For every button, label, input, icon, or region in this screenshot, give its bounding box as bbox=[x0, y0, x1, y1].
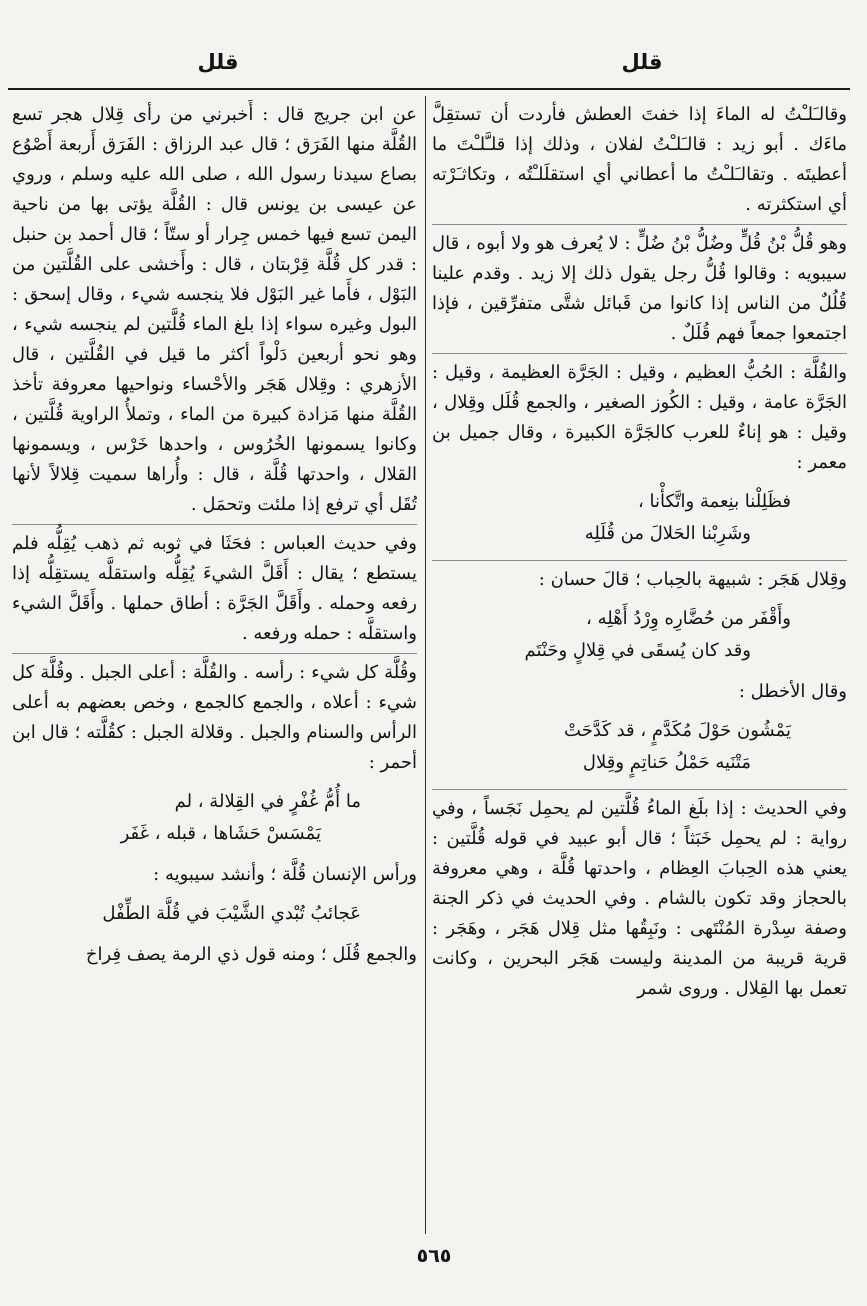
header-rule bbox=[8, 88, 850, 90]
page-number: ٥٦٥ bbox=[416, 1245, 452, 1267]
paragraph: والقُلَّة : الحُبُّ العظيم ، وقيل : الجَرَّة العظيمة ، وقيل : الجَرَّة عامة ، وقيل : الكُوز الصغير ، والجمع قُلَل وقِلال ، وقيل : هو إناءٌ للعرب كالجَرَّة الكبيرة ، وقال جميل بن معمر : bbox=[432, 353, 847, 478]
paragraph: وقالـَلـْتُ له الماءَ إذا خفتَ العطش فأردت أن تستقِلَّ ماءَك . أبو زيد : قالـَلـْتُ لفلان ، وذلك إذا قلـَّلـْتَ ما أعطيتَه . وتقالـَلـْتُ ما أعطاني أي استقلَلـْتُه ، وتكاثـَرْته أي استكثرته . bbox=[432, 104, 847, 215]
verse-line: مَتْنَيه حَمْلُ حَناتِمٍ وقِلال bbox=[582, 752, 751, 773]
verse-line: وقد كان يُسقَى في قِلالٍ وحَنْتَم bbox=[524, 640, 751, 661]
verse-block bbox=[432, 603, 847, 667]
verse-line: عَجائبُ تُبْدي الشَّيْبَ في قُلَّة الطِّفْل bbox=[102, 903, 361, 924]
right-column bbox=[432, 100, 847, 1230]
paragraph: عن ابن جريج قال : أَخبرني من رأى قِلال هجر تسع القُلَّة منها الفَرَق ؛ قال عبد الرزاق : الفَرَق أَربعة أَصْوُع بصاع سيدنا رسول الله ، صلى الله عليه وسلم ، وروي عن عيسى بن يونس قال : القُلَّة يؤتى بها من ناحية اليمن تسع فيها خمس جِرار أو ستّاً ؛ قال أحمد بن حنبل : قدر كل قُلَّة قِرْبتان ، قال : وأَخشى على القُلَّتين من البَوْل ، فأَما غير البَوْل فلا ينجسه شيء ، وقال إسحق : البول وغيره سواء إذا بلغ الماء قُلَّتين لم ينجسه شيء ، وهو نحو أربعين دَلْواً أكثر ما قيل في القُلَّتين ، قال الأزهري : وقِلال هَجَر والأحْساء ونواحيها معروفة تأخذ القُلَّة منها مَزادة كبيرة من الماء ، وتملأُ الراوية قُلَّتين ، وكانوا يسمونها الخُرُوس ، واحدها خَرْس ، ويسمونها القلال ، واحدتها قُلَّة ، قال : وأُراها سميت قِلالاً لأنها تُقَل أي ترفع إذا ملئت وتحمَل . bbox=[12, 104, 417, 515]
paragraph: وقال الأخطل : bbox=[738, 681, 847, 702]
verse-line: يَمْشُون حَوْلَ مُكَدَّمٍ ، قد كَدَّحَتْ bbox=[564, 720, 791, 741]
paragraph: وقِلال هَجَر : شبيهة بالحِباب ؛ قالَ حسان : bbox=[432, 560, 847, 595]
verse-block bbox=[432, 715, 847, 779]
verse-line: وأَقْفَر من حُضَّارِه وِرْدُ أَهْلِه ، bbox=[586, 608, 791, 629]
paragraph: وقُلَّة كل شيء : رأسه . والقُلَّة : أعلى الجبل . وقُلَّة كل شيء : أعلاه ، والجمع كالجمع ، وخص بعضهم به أعلى الرأس والسنام والجبل . وقلالة الجبل : كقُلَّته ؛ قال ابن أحمر : bbox=[12, 653, 417, 778]
verse-block bbox=[12, 898, 417, 930]
running-header-right: قلل bbox=[621, 50, 663, 74]
left-column bbox=[12, 100, 417, 1230]
running-header-left: قلل bbox=[197, 50, 239, 74]
verse-block bbox=[432, 486, 847, 550]
paragraph: ورأس الإنسان قُلَّة ؛ وأنشد سيبويه : bbox=[153, 864, 417, 885]
verse-line: فظَلِلْنا بنِعمة واتَّكأْنا ، bbox=[638, 491, 791, 512]
verse-block bbox=[12, 786, 417, 850]
verse-line: يَمْسَسْ حَشَاها ، قبله ، غَفَر bbox=[120, 823, 321, 844]
paragraph: وفي الحديث : إذا بلَغ الماءُ قُلَّتين لم يحمِل نَجَساً ، وفي رواية : لم يحمِل خَبَثاً ؛ قال أبو عبيد في قوله قُلَّتين : يعني هذه الحِبابَ العِظام ، واحدتها قُلَّة ، وهي معروفة بالحجاز وقد تكون بالشام . وفي الحديث في ذكر الجنة وصفة سِدْرة المُنْتَهى : ونَبِقُها مثل قِلال هَجَر ، وهَجَر : قرية قريبة من المدينة وليست هَجَر البحرين ، وكانت تعمل بها القِلال . وروى شمر bbox=[432, 789, 847, 1004]
paragraph: وفي حديث العباس : فحَثَا في ثوبه ثم ذهب يُقِلُّه فلم يستطع ؛ يقال : أَقَلَّ الشيءَ يُقِلُّه واستقلَّه يستقِلُّه إذا رفعه وحمله . وأَقَلَّ الجَرَّة : أطاق حملها . وأَقَلَّ الشيء واستقلَّه : حمله ورفعه . bbox=[12, 524, 417, 649]
column-divider bbox=[425, 96, 426, 1234]
verse-line: وشَرِبْنا الحَلالَ من قُلَلِه bbox=[584, 523, 751, 544]
paragraph: والجمع قُلَل ؛ ومنه قول ذي الرمة يصف فِراخ bbox=[85, 944, 417, 965]
paragraph: وهو قُلُّ بْنُ قُلٍّ وضُلُّ بْنُ ضُلٍّ : لا يُعرف هو ولا أبوه ، قال سيبويه : وقالوا قُلُّ رجل يقول ذلك إلا زيد . وقدم علينا قُلُلٌ من الناس إذا كانوا من قَبائل شتَّى متفرِّقين ، فإذا اجتمعوا جمعاً فهم قُلَلٌ . bbox=[432, 224, 847, 349]
verse-line: ما أُمُّ غُفْرٍ في القِلالة ، لم bbox=[174, 791, 361, 812]
